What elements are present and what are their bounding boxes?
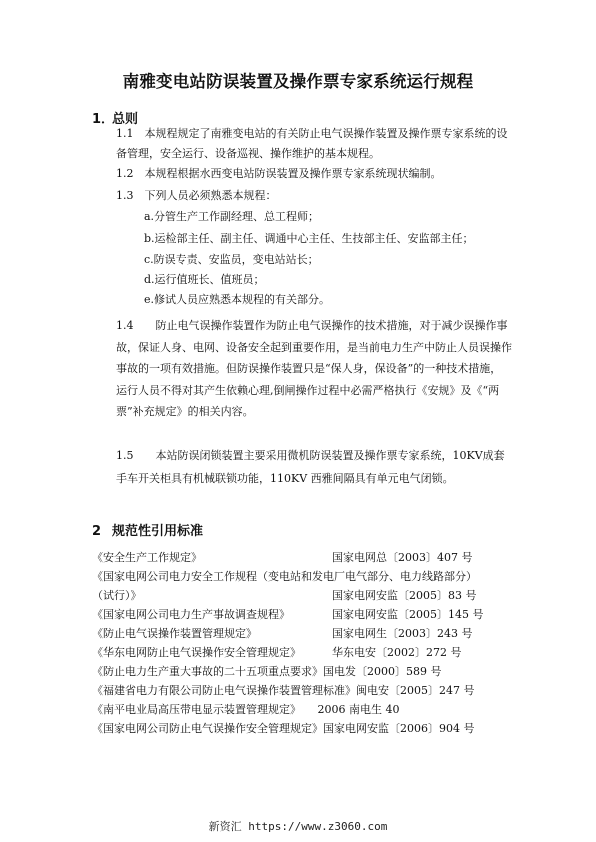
clause-1-2-text: 1.2 本规程根据水西变电站防误装置及操作票专家系统现状编制。 bbox=[116, 167, 442, 180]
reference-title: 《南平电业局高压带电显示装置管理规定》 2006 南电生 40 bbox=[92, 703, 400, 716]
reference-source: 国家电网安监〔2005〕145 号 bbox=[332, 608, 484, 621]
reference-row bbox=[92, 662, 512, 681]
section-2-heading bbox=[92, 520, 203, 539]
section-1-title: 总则 bbox=[112, 112, 139, 127]
reference-title: 《华东电网防止电气误操作安全管理规定》 bbox=[92, 646, 301, 659]
section-2-number: 2 bbox=[92, 524, 102, 539]
list-item: a.分管生产工作副经理、总工程师； bbox=[144, 210, 320, 223]
reference-row bbox=[92, 700, 512, 719]
reference-title: 《防止电气误操作装置管理规定》 bbox=[92, 627, 257, 640]
clause-1-4-text: 1.4 防止电气误操作装置作为防止电气误操作的技术措施，对于减少误操作事故，保证人身、电网、设备安全起到重要作用，是当前电力生产中防止人员误操作事故的一项有效措施。但防误操作装置只是“保人身，保设备”的一种技术措施，运行人员不得对其产生依赖心理,倒闸操作过程中必需严格执行《安规》及《“两票”补充规定》的相关内容。 bbox=[116, 319, 512, 418]
reference-title: 《福建省电力有限公司防止电气误操作装置管理标准》闽电安〔2005〕247 号 bbox=[92, 684, 475, 697]
footer-watermark: 新资汇 https://www.z3060.com bbox=[208, 820, 388, 833]
reference-title: 《国家电网公司电力安全工作规程（变电站和发电厂电气部分、电力线路部分） bbox=[92, 570, 477, 583]
list-item: c.防误专责、安监员，变电站站长； bbox=[144, 253, 319, 266]
reference-source: 国家电网安监〔2005〕83 号 bbox=[332, 589, 477, 602]
reference-title: 《防止电力生产重大事故的二十五项重点要求》国电发〔2000〕589 号 bbox=[92, 665, 442, 678]
reference-title: （试行）》 bbox=[92, 589, 142, 602]
list-item: b.运检部主任、副主任、调通中心主任、生技部主任、安监部主任； bbox=[144, 232, 474, 245]
reference-row bbox=[92, 605, 512, 624]
reference-row bbox=[92, 681, 512, 700]
clause-1-4 bbox=[92, 315, 512, 423]
list-item: d.运行值班长、值班员； bbox=[144, 273, 265, 286]
reference-row bbox=[92, 624, 512, 643]
reference-row bbox=[92, 719, 512, 738]
clause-1-5 bbox=[92, 444, 512, 490]
clause-1-3-text: 1.3 下列人员必须熟悉本规程： bbox=[116, 189, 277, 202]
reference-title: 《国家电网公司防止电气误操作安全管理规定》国家电网安监〔2006〕904 号 bbox=[92, 722, 475, 735]
section-1-number: 1． bbox=[92, 112, 115, 127]
reference-source: 国家电网生〔2003〕243 号 bbox=[332, 627, 473, 640]
clause-1-1 bbox=[92, 124, 512, 164]
reference-row bbox=[92, 586, 512, 605]
reference-row bbox=[92, 548, 512, 567]
clause-1-3 bbox=[92, 186, 512, 206]
reference-source: 华东电安〔2002〕272 号 bbox=[332, 646, 462, 659]
list-item: e.修试人员应熟悉本规程的有关部分。 bbox=[144, 293, 331, 306]
reference-title: 《国家电网公司电力生产事故调查规程》 bbox=[92, 608, 290, 621]
clause-1-5-text: 1.5 本站防误闭锁装置主要采用微机防误装置及操作票专家系统，10KV成套手车开关柜具有机械联锁功能，110KV 西雅间隔具有单元电气闭锁。 bbox=[116, 449, 505, 485]
clause-1-2 bbox=[92, 164, 512, 184]
reference-row bbox=[92, 643, 512, 662]
reference-title: 《安全生产工作规定》 bbox=[92, 551, 202, 564]
document-title: 南雅变电站防误装置及操作票专家系统运行规程 bbox=[122, 72, 474, 91]
reference-row bbox=[92, 567, 512, 586]
section-2-title: 规范性引用标准 bbox=[112, 524, 204, 539]
reference-source: 国家电网总〔2003〕407 号 bbox=[332, 551, 473, 564]
clause-1-1-text: 1.1 本规程规定了南雅变电站的有关防止电气误操作装置及操作票专家系统的设备管理，安全运行、设备巡视、操作维护的基本规程。 bbox=[116, 127, 508, 160]
